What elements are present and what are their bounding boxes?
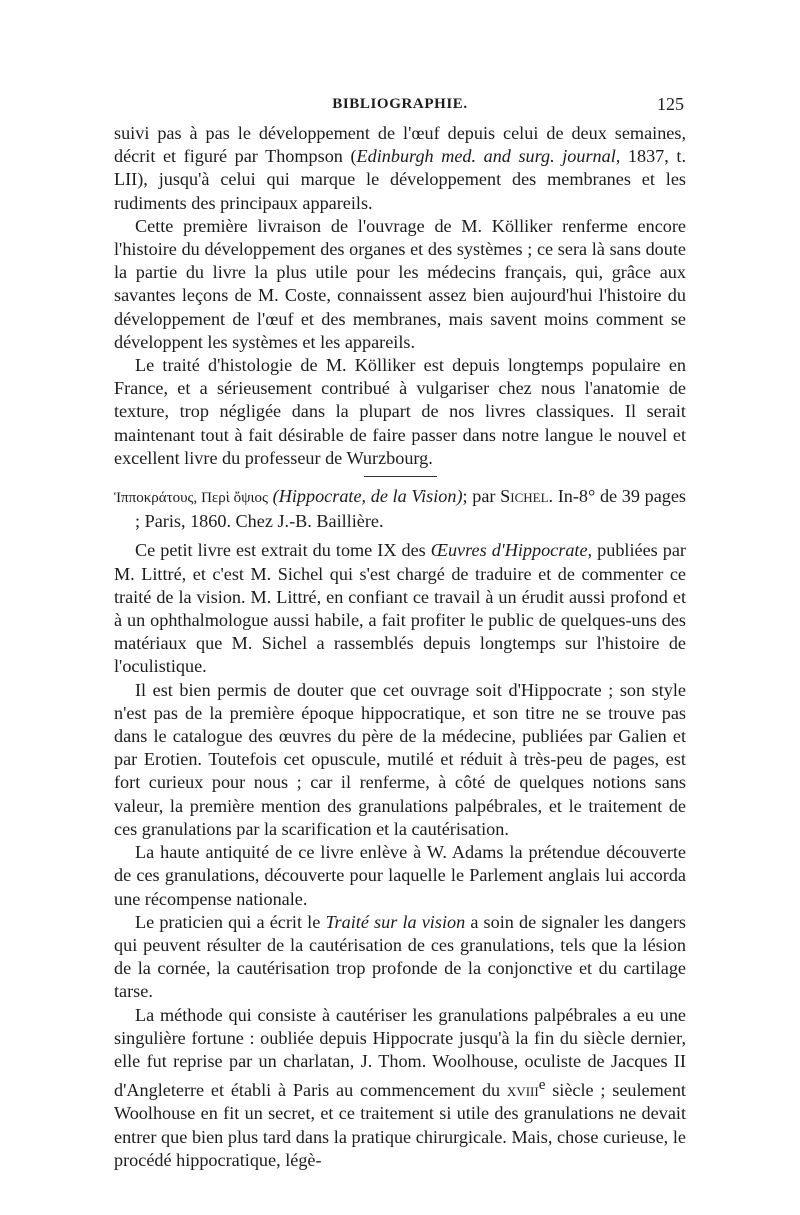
work-title: Traité sur la vision (325, 911, 466, 932)
running-title: BIBLIOGRAPHIE. (332, 96, 468, 112)
paragraph-continued: suivi pas à pas le développement de l'œuf depuis celui de deux semaines, décrit et figuré par Thompson (Edinburgh med. and surg. journal, 1837, t. LII), jusqu'à celui qui marque le développement des membranes et les rudiments des principaux appareils. (114, 123, 686, 213)
paragraph-kolliker-histologie: Le traité d'histologie de M. Kölliker est depuis longtemps populaire en France, et a sérieusement contribué à vulgariser chez nous l'anatomie de texture, trop négligée dans la plupart de nos livres classiques. Il serait maintenant tout à fait désirable de faire passer dans notre langue le nouvel et excellent livre du professeur de Wurzbourg. (114, 355, 686, 468)
french-title: (Hippocrate, de la Vision) (272, 486, 463, 507)
review-paragraph-3: La haute antiquité de ce livre enlève à W. Adams la prétendue découverte de ces granulations, découverte pour laquelle le Parlement anglais lui accorda une récompense nationale. (114, 842, 686, 909)
paragraph-kolliker-livraison: Cette première livraison de l'ouvrage de M. Kölliker renferme encore l'histoire du développement des organes et des systèmes ; ce sera là sans doute la partie du livre la plus utile pour les médecins français, qui, grâce aux savantes leçons de M. Coste, connaissent assez bien aujourd'hui l'histoire du développement de l'œuf et des membranes, mais savent moins comment se développent les systèmes et les appareils. (114, 215, 686, 352)
century-numeral: xviii (506, 1080, 539, 1101)
review-paragraph-2: Il est bien permis de douter que cet ouvrage soit d'Hippocrate ; son style n'est pas de la première époque hippocratique, et son titre ne se trouve pas dans le catalogue des œuvres du père de la médecine, publiées par Galien et par Erotien. Toutefois cet opuscule, mutilé et réduit à très-peu de pages, est fort curieux pour nous ; car il renferme, à côté de quelques notions sans valeur, la première mention des granulations palpébrales, et le traitement de ces granulations par la scarification et la cautérisation. (114, 679, 686, 839)
review-paragraph-4: Le praticien qui a écrit le Traité sur la vision a soin de signaler les dangers qui peuvent résulter de la cautérisation de ces granulations, tels que la lésion de la cornée, la cautérisation trop profonde de la conjonctive et du cartilage tarse. (114, 911, 686, 1002)
page-body (114, 122, 686, 1172)
page-number: 125 (657, 94, 684, 114)
book-citation: Ἱπποκράτους, Περὶ ὄψιος (Hippocrate, de la Vision); par Sichel. In-8° de 39 pages ; Paris, 1860. Chez J.-B. Baillière. (114, 486, 687, 532)
review-paragraph-5: La méthode qui consiste à cautériser les granulations palpébrales a eu une singulière fortune : oubliée depuis Hippocrate jusqu'à la fin du siècle dernier, elle fut reprise par un charlatan, J. Thom. Woolhouse, oculiste de Jacques II d'Angleterre et établi à Paris au commencement du xviii$^e$ siècle ; seulement Woolhouse en fit un secret, et ce traitement si utile des granulations ne devait entrer que bien plus tard dans la pratique chirurgicale. Mais, chose curieuse, le procédé hippocratique, légè- (114, 1004, 686, 1170)
greek-title: Ἱπποκράτους, Περὶ ὄψιος (114, 490, 268, 507)
section-divider (364, 476, 437, 477)
citation-author: Sichel (500, 486, 549, 507)
page-header (114, 96, 686, 120)
century-superscript: e (538, 1076, 546, 1094)
work-title: Œuvres d'Hippocrate, (430, 540, 593, 561)
journal-title: Edinburgh med. and surg. journal, (356, 146, 621, 167)
review-paragraph-1: Ce petit livre est extrait du tome IX des Œuvres d'Hippocrate, publiées par M. Littré, et c'est M. Sichel qui s'est chargé de traduire et de commenter ce traité de la vision. M. Littré, en confiant ce travail à un érudit aussi profond et à un ophthalmologue aussi habile, a fait profiter le public de quelques-uns des matériaux que M. Sichel a rassemblés depuis longtemps sur l'histoire de l'oculistique. (114, 540, 686, 677)
